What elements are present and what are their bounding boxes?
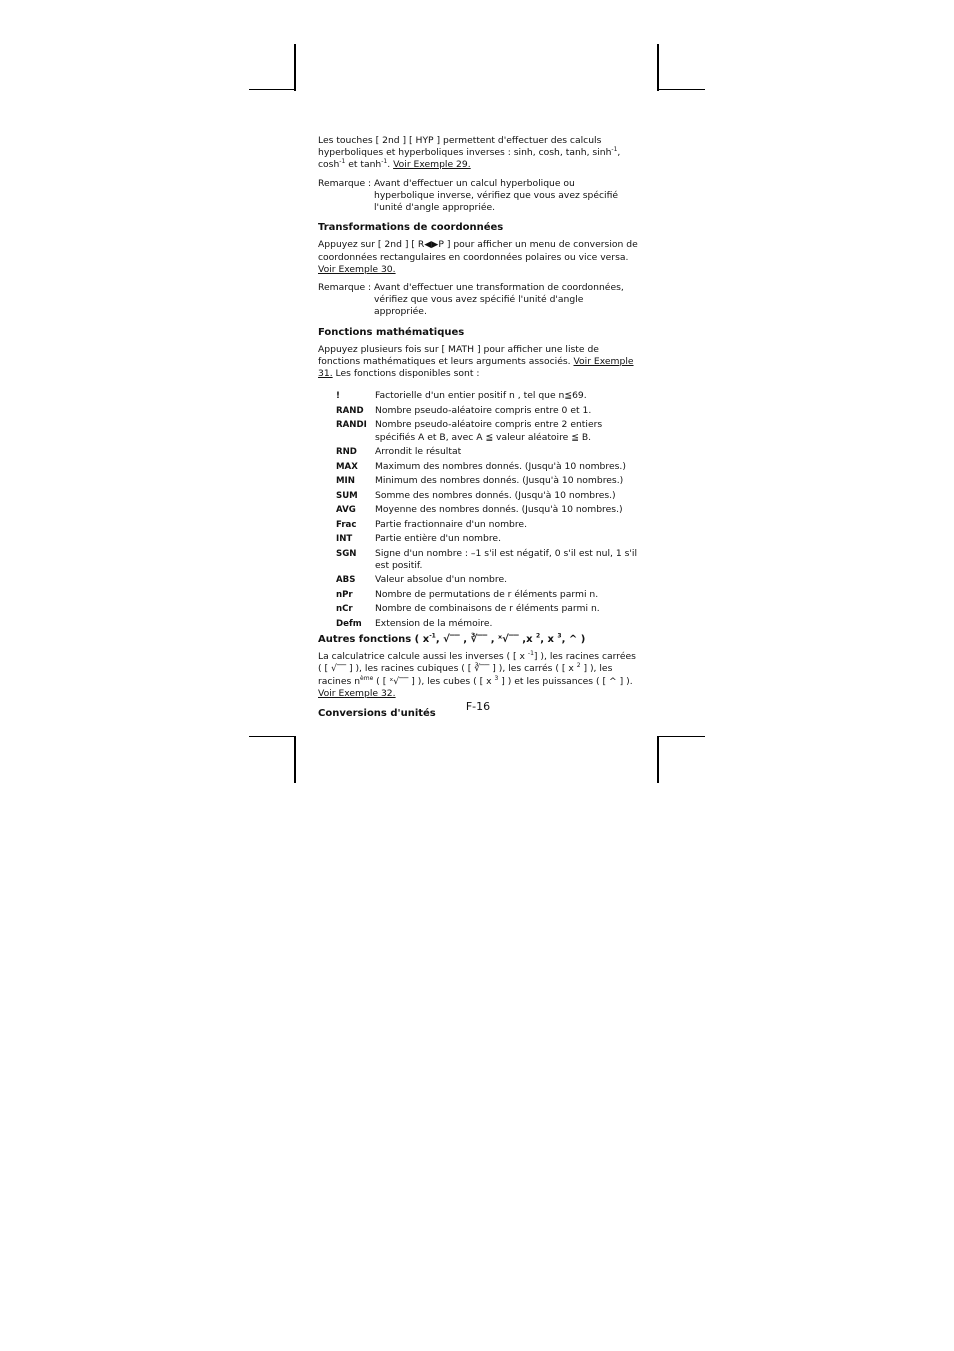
function-desc: Minimum des nombres donnés. (Jusqu'à 10 nombres.) [375,475,624,487]
crop-mark-bottom-right-vertical [657,736,659,783]
function-row [336,419,638,443]
function-desc: Somme des nombres donnés. (Jusqu'à 10 nombres.) [375,489,616,501]
function-key: INT [336,534,353,545]
hyp-text-2: , cosh [318,147,621,171]
function-key: ! [336,391,340,402]
page-body [318,135,638,725]
other-functions-paragraph [318,651,638,700]
function-row [336,490,638,502]
crop-mark-top-left-horizontal [249,89,296,90]
function-desc: Valeur absolue d'un nombre. [375,574,508,586]
hyp-text: Les touches [ 2nd ] [ HYP ] permettent d'effectuer des calculs hyperboliques et hyperboliques inverses : sinh, cosh, tanh, sinh [318,135,612,159]
superscript: 2 [536,632,541,640]
other-text: ] ), les racines n [318,663,613,687]
superscript: -1 [429,632,436,640]
function-key: SGN [336,548,357,559]
math-heading: Fonctions mathématiques [318,326,465,338]
function-desc: Factorielle d'un entier positif n , tel que n≦69. [375,390,587,402]
remark-text: Avant d'effectuer un calcul hyperbolique ou hyperbolique inverse, vérifiez que vous avez spécifié l'unité d'angle appropriée. [374,177,619,214]
superscript: -1 [381,158,388,166]
other-text: La calculatrice calcule aussi les inverses ( [ x [318,651,528,663]
coord-paragraph [318,239,638,276]
function-desc: Arrondit le résultat [375,446,462,458]
superscript: 3 [494,674,499,682]
function-row [336,574,638,586]
math-paragraph [318,344,638,381]
superscript: -1 [339,158,346,166]
crop-mark-bottom-right-horizontal [657,736,705,737]
function-desc: Nombre pseudo-aléatoire compris entre 0 et 1. [375,404,592,416]
function-key: MAX [336,461,358,472]
function-key: RANDI [336,420,367,431]
function-desc: Nombre pseudo-aléatoire compris entre 2 entiers spécifiés A et B, avec A ≦ valeur aléatoire ≦ B. [375,419,603,443]
function-desc: Extension de la mémoire. [375,617,493,629]
function-list [336,390,638,630]
superscript: ème [360,674,374,682]
superscript: -1 [527,650,534,658]
math-text: Appuyez plusieurs fois sur [ MATH ] pour afficher une liste de fonctions mathématiques et leurs arguments associés. [318,343,599,368]
other-text: ] ) et les puissances ( [ ^ ] ). [498,675,633,687]
function-key: nCr [336,604,353,615]
crop-mark-top-right-horizontal [657,89,705,90]
units-heading: Conversions d'unités [318,708,436,720]
crop-mark-bottom-left-vertical [294,736,296,783]
function-row [336,618,638,630]
function-key: nPr [336,589,353,600]
function-key: RND [336,447,357,458]
example-32-link[interactable]: Voir Exemple 32. [318,687,396,699]
function-row [336,519,638,531]
function-key: ABS [336,575,356,586]
heading-part: Autres fonctions ( x [318,634,430,646]
function-key: RAND [336,405,364,416]
function-desc: Partie fractionnaire d'un nombre. [375,518,528,530]
hyp-paragraph [318,135,638,172]
crop-mark-top-right-vertical [657,44,659,91]
heading-part: , √‾‾ , ∛‾‾ , ˣ√‾‾ ,x [435,634,537,646]
example-31-link[interactable]: Voir Exemple 31. [318,356,634,380]
function-row [336,446,638,458]
function-row [336,405,638,417]
function-key: SUM [336,490,358,501]
superscript: 3 [557,632,562,640]
crop-mark-top-left-vertical [294,44,296,91]
function-row [336,504,638,516]
function-desc: Maximum des nombres donnés. (Jusqu'à 10 nombres.) [375,460,626,472]
function-desc: Moyenne des nombres donnés. (Jusqu'à 10 nombres.) [375,504,623,516]
other-functions-heading [318,634,638,646]
example-29-link[interactable]: Voir Exemple 29. [393,159,471,171]
page-number: F-16 [465,700,491,713]
superscript: 2 [576,662,581,670]
function-row [336,603,638,615]
function-row [336,589,638,601]
math-text-2: Les fonctions disponibles sont : [332,368,480,380]
remark-text: Avant d'effectuer une transformation de coordonnées, vérifiez que vous avez spécifié l'unité d'angle appropriée. [374,282,624,318]
hyp-text-3: et tanh [345,159,382,171]
function-row [336,533,638,545]
function-row [336,390,638,402]
function-desc: Nombre de permutations de r éléments parmi n. [375,588,599,600]
function-key: Frac [336,519,357,530]
crop-mark-bottom-left-horizontal [249,736,296,737]
remark-coord [318,282,638,319]
other-text: ( [ ˣ√‾‾ ] ), les cubes ( [ x [373,675,495,687]
remark-label: Remarque : [318,282,372,294]
coord-text: Appuyez sur [ 2nd ] [ R◀▶P ] pour afficher un menu de conversion de coordonnées rectangulaires en coordonnées polaires ou vice versa. [318,239,638,263]
heading-part: , x [540,634,558,646]
function-desc: Nombre de combinaisons de r éléments parmi n. [375,603,600,615]
coord-heading: Transformations de coordonnées [318,222,504,234]
hyp-text-4: . [387,159,394,171]
other-text: ] ), les racines carrées ( [ √‾‾ ] ), les racines cubiques ( [ ∛‾‾ ] ), les carrés ( [ x [318,651,636,675]
function-row [336,461,638,473]
heading-part: , ^ ) [561,634,586,646]
function-key: Defm [336,618,362,629]
example-30-link[interactable]: Voir Exemple 30. [318,263,396,275]
function-row [336,548,638,572]
remark-label: Remarque : [318,177,372,189]
function-key: MIN [336,476,355,487]
function-desc: Signe d'un nombre : –1 s'il est négatif, 0 s'il est nul, 1 s'il est positif. [375,547,638,571]
function-desc: Partie entière d'un nombre. [375,533,501,545]
function-key: AVG [336,505,356,516]
remark-hyp [318,178,638,215]
superscript: -1 [611,146,618,154]
function-row [336,475,638,487]
